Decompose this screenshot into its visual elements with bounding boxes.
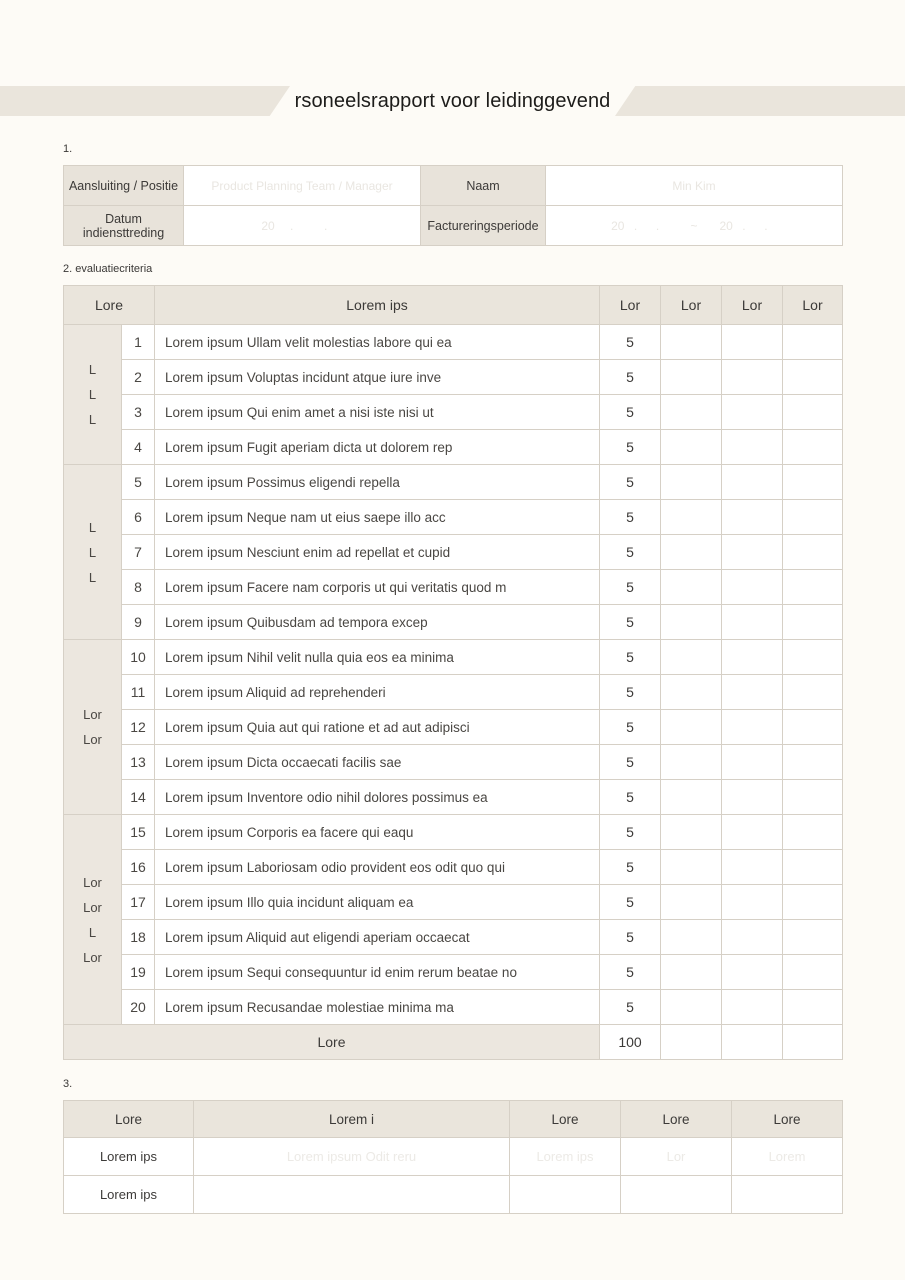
table-row <box>64 815 843 850</box>
table-row <box>64 166 843 206</box>
position-value[interactable]: Product Planning Team / Manager <box>184 166 421 206</box>
criterion-input-3[interactable] <box>722 605 783 640</box>
criterion-input-4[interactable] <box>783 780 843 815</box>
criterion-score: 5 <box>600 325 661 360</box>
criterion-input-3[interactable] <box>722 780 783 815</box>
criterion-text: Lorem ipsum Possimus eligendi repella <box>155 465 600 500</box>
criterion-input-4[interactable] <box>783 955 843 990</box>
criterion-score: 5 <box>600 430 661 465</box>
row-index: 12 <box>122 710 155 745</box>
table-row <box>64 500 843 535</box>
comment-row-value-1[interactable] <box>194 1176 510 1214</box>
criterion-score: 5 <box>600 675 661 710</box>
criterion-input-4[interactable] <box>783 640 843 675</box>
criterion-text: Lorem ipsum Dicta occaecati facilis sae <box>155 745 600 780</box>
category-line: L <box>88 412 97 427</box>
table-row <box>64 206 843 246</box>
comment-row-value-1[interactable]: Lorem ipsum Odit reru <box>194 1138 510 1176</box>
comment-row-label: Lorem ips <box>64 1138 194 1176</box>
table-row <box>64 325 843 360</box>
criterion-input-2[interactable] <box>661 815 722 850</box>
criterion-input-2[interactable] <box>661 675 722 710</box>
criterion-text: Lorem ipsum Aliquid aut eligendi aperiam occaecat <box>155 920 600 955</box>
criterion-input-4[interactable] <box>783 885 843 920</box>
comment-row-value-3[interactable] <box>621 1176 732 1214</box>
row-index: 17 <box>122 885 155 920</box>
criterion-input-3[interactable] <box>722 500 783 535</box>
criterion-score: 5 <box>600 850 661 885</box>
table-row <box>64 745 843 780</box>
criterion-input-4[interactable] <box>783 675 843 710</box>
criterion-text: Lorem ipsum Illo quia incidunt aliquam ea <box>155 885 600 920</box>
criterion-score: 5 <box>600 885 661 920</box>
total-score: 100 <box>600 1025 661 1060</box>
criterion-text: Lorem ipsum Neque nam ut eius saepe illo acc <box>155 500 600 535</box>
category-cell-2 <box>64 465 122 640</box>
table-row <box>64 360 843 395</box>
criterion-score: 5 <box>600 920 661 955</box>
comments-header-1: Lore <box>64 1101 194 1138</box>
criterion-input-4[interactable] <box>783 535 843 570</box>
row-index: 1 <box>122 325 155 360</box>
criterion-score: 5 <box>600 500 661 535</box>
criterion-input-3[interactable] <box>722 990 783 1025</box>
criterion-input-2[interactable] <box>661 920 722 955</box>
table-row <box>64 535 843 570</box>
evaluation-criteria-table <box>63 285 843 1060</box>
table-row <box>64 570 843 605</box>
criterion-input-4[interactable] <box>783 710 843 745</box>
criterion-text: Lorem ipsum Inventore odio nihil dolores possimus ea <box>155 780 600 815</box>
criterion-text: Lorem ipsum Facere nam corporis ut qui veritatis quod m <box>155 570 600 605</box>
row-index: 3 <box>122 395 155 430</box>
category-line: L <box>88 924 97 940</box>
criterion-text: Lorem ipsum Nesciunt enim ad repellat et cupid <box>155 535 600 570</box>
criterion-text: Lorem ipsum Quibusdam ad tempora excep <box>155 605 600 640</box>
row-index: 8 <box>122 570 155 605</box>
criterion-text: Lorem ipsum Laboriosam odio provident eos odit quo qui <box>155 850 600 885</box>
criteria-body <box>64 325 843 1060</box>
row-index: 19 <box>122 955 155 990</box>
criterion-input-4[interactable] <box>783 465 843 500</box>
criterion-input-3[interactable] <box>722 640 783 675</box>
row-index: 18 <box>122 920 155 955</box>
category-line: Lor <box>83 707 102 722</box>
criterion-input-4[interactable] <box>783 395 843 430</box>
criterion-score: 5 <box>600 990 661 1025</box>
row-index: 11 <box>122 675 155 710</box>
category-cell-1 <box>64 325 122 465</box>
category-cell-3 <box>64 640 122 815</box>
criterion-input-4[interactable] <box>783 990 843 1025</box>
criterion-input-3[interactable] <box>722 920 783 955</box>
total-input-4[interactable] <box>783 1025 843 1060</box>
section-1-label: 1. <box>63 143 73 155</box>
criterion-input-2[interactable] <box>661 500 722 535</box>
table-row <box>64 430 843 465</box>
criterion-score: 5 <box>600 360 661 395</box>
criterion-input-2[interactable] <box>661 990 722 1025</box>
criterion-score: 5 <box>600 745 661 780</box>
comment-row-label: Lorem ips <box>64 1176 194 1214</box>
category-line: L <box>88 362 97 377</box>
criterion-input-3[interactable] <box>722 745 783 780</box>
criterion-input-4[interactable] <box>783 605 843 640</box>
hire-date-value[interactable]: 20 . . <box>184 206 421 246</box>
criterion-input-3[interactable] <box>722 675 783 710</box>
table-row <box>64 1176 843 1214</box>
criterion-text: Lorem ipsum Ullam velit molestias labore qui ea <box>155 325 600 360</box>
criterion-input-3[interactable] <box>722 885 783 920</box>
comment-row-value-2[interactable] <box>510 1176 621 1214</box>
row-index: 13 <box>122 745 155 780</box>
table-row <box>64 850 843 885</box>
criterion-score: 5 <box>600 535 661 570</box>
category-line: Lor <box>83 899 102 915</box>
category-line: L <box>88 519 97 535</box>
criterion-input-2[interactable] <box>661 745 722 780</box>
category-line: Lor <box>83 732 102 747</box>
row-index: 10 <box>122 640 155 675</box>
employee-info-table <box>63 165 843 246</box>
criterion-score: 5 <box>600 955 661 990</box>
name-label: Naam <box>421 166 546 206</box>
criterion-score: 5 <box>600 780 661 815</box>
hire-date-year: 20 <box>261 218 275 233</box>
total-label: Lore <box>64 1025 600 1060</box>
criterion-input-4[interactable] <box>783 850 843 885</box>
table-row <box>64 465 843 500</box>
criterion-input-2[interactable] <box>661 605 722 640</box>
criterion-input-2[interactable] <box>661 395 722 430</box>
name-value[interactable]: Min Kim <box>546 166 843 206</box>
billing-period-value[interactable]: 20 . . ~ 20 . . <box>546 206 843 246</box>
header-category: Lore <box>64 286 155 325</box>
criterion-text: Lorem ipsum Aliquid ad reprehenderi <box>155 675 600 710</box>
comment-row-value-3[interactable]: Lor <box>621 1138 732 1176</box>
criterion-input-2[interactable] <box>661 955 722 990</box>
criterion-score: 5 <box>600 570 661 605</box>
criterion-text: Lorem ipsum Fugit aperiam dicta ut dolorem rep <box>155 430 600 465</box>
criterion-text: Lorem ipsum Recusandae molestiae minima ma <box>155 990 600 1025</box>
criterion-input-2[interactable] <box>661 640 722 675</box>
comment-row-value-4[interactable]: Lorem <box>732 1138 843 1176</box>
row-index: 2 <box>122 360 155 395</box>
criterion-input-2[interactable] <box>661 850 722 885</box>
comment-row-value-4[interactable] <box>732 1176 843 1214</box>
criterion-text: Lorem ipsum Voluptas incidunt atque iure inve <box>155 360 600 395</box>
row-index: 14 <box>122 780 155 815</box>
criterion-text: Lorem ipsum Corporis ea facere qui eaqu <box>155 815 600 850</box>
table-row <box>64 675 843 710</box>
total-row <box>64 1025 843 1060</box>
row-index: 4 <box>122 430 155 465</box>
row-index: 7 <box>122 535 155 570</box>
billing-range-arrow: ~ <box>690 218 698 233</box>
criterion-input-2[interactable] <box>661 360 722 395</box>
criterion-score: 5 <box>600 710 661 745</box>
criterion-text: Lorem ipsum Nihil velit nulla quia eos ea minima <box>155 640 600 675</box>
criterion-input-3[interactable] <box>722 535 783 570</box>
category-line: L <box>88 544 97 560</box>
criterion-input-4[interactable] <box>783 745 843 780</box>
document-body <box>63 142 842 1214</box>
table-row <box>64 955 843 990</box>
category-line: Lor <box>83 874 102 890</box>
criterion-input-3[interactable] <box>722 955 783 990</box>
comment-row-value-2[interactable]: Lorem ips <box>510 1138 621 1176</box>
criterion-input-4[interactable] <box>783 815 843 850</box>
row-index: 16 <box>122 850 155 885</box>
category-line: L <box>88 387 97 402</box>
criterion-input-3[interactable] <box>722 850 783 885</box>
row-index: 5 <box>122 465 155 500</box>
criterion-input-3[interactable] <box>722 395 783 430</box>
criterion-input-4[interactable] <box>783 325 843 360</box>
criterion-input-2[interactable] <box>661 570 722 605</box>
comments-header-3: Lore <box>510 1101 621 1138</box>
criterion-input-2[interactable] <box>661 325 722 360</box>
criterion-input-2[interactable] <box>661 885 722 920</box>
header-col-2: Lor <box>661 286 722 325</box>
comments-header-row <box>64 1101 843 1138</box>
table-row <box>64 1138 843 1176</box>
row-index: 20 <box>122 990 155 1025</box>
table-row <box>64 990 843 1025</box>
criterion-score: 5 <box>600 395 661 430</box>
billing-period-label: Factureringsperiode <box>421 206 546 246</box>
row-index: 9 <box>122 605 155 640</box>
criteria-header-row <box>64 286 843 325</box>
category-line: Lor <box>83 949 102 965</box>
header-col-4: Lor <box>783 286 843 325</box>
billing-end-year: 20 <box>719 218 733 233</box>
total-input-3[interactable] <box>722 1025 783 1060</box>
hire-date-label: Datum indiensttreding <box>64 206 184 246</box>
table-row <box>64 920 843 955</box>
criterion-input-3[interactable] <box>722 360 783 395</box>
table-row <box>64 605 843 640</box>
criterion-text: Lorem ipsum Qui enim amet a nisi iste nisi ut <box>155 395 600 430</box>
criterion-input-4[interactable] <box>783 500 843 535</box>
comments-header-5: Lore <box>732 1101 843 1138</box>
category-cell-4 <box>64 815 122 1025</box>
criterion-input-3[interactable] <box>722 430 783 465</box>
row-index: 15 <box>122 815 155 850</box>
section-3-label: 3. <box>63 1078 73 1090</box>
criterion-score: 5 <box>600 640 661 675</box>
comments-header-2: Lorem i <box>194 1101 510 1138</box>
section-2-label: 2. evaluatiecriteria <box>63 263 153 275</box>
category-line: L <box>88 569 97 585</box>
criterion-input-4[interactable] <box>783 360 843 395</box>
criterion-input-2[interactable] <box>661 535 722 570</box>
table-row <box>64 395 843 430</box>
table-row <box>64 710 843 745</box>
header-item: Lorem ips <box>155 286 600 325</box>
criterion-input-4[interactable] <box>783 430 843 465</box>
criterion-input-3[interactable] <box>722 325 783 360</box>
criterion-input-2[interactable] <box>661 465 722 500</box>
title-banner <box>0 86 905 116</box>
criterion-input-3[interactable] <box>722 815 783 850</box>
table-row <box>64 885 843 920</box>
criterion-input-2[interactable] <box>661 430 722 465</box>
position-label: Aansluiting / Positie <box>64 166 184 206</box>
criterion-input-4[interactable] <box>783 570 843 605</box>
page-title: rsoneelsrapport voor leidinggevend <box>294 90 611 112</box>
criterion-input-3[interactable] <box>722 570 783 605</box>
criterion-input-4[interactable] <box>783 920 843 955</box>
comments-table <box>63 1100 843 1214</box>
criterion-score: 5 <box>600 605 661 640</box>
criterion-input-3[interactable] <box>722 710 783 745</box>
total-input-2[interactable] <box>661 1025 722 1060</box>
table-row <box>64 640 843 675</box>
criterion-input-2[interactable] <box>661 780 722 815</box>
billing-start-year: 20 <box>611 218 625 233</box>
header-score: Lor <box>600 286 661 325</box>
criterion-input-2[interactable] <box>661 710 722 745</box>
header-col-3: Lor <box>722 286 783 325</box>
row-index: 6 <box>122 500 155 535</box>
criterion-score: 5 <box>600 465 661 500</box>
criterion-score: 5 <box>600 815 661 850</box>
table-row <box>64 780 843 815</box>
criterion-text: Lorem ipsum Sequi consequuntur id enim rerum beatae no <box>155 955 600 990</box>
criterion-input-3[interactable] <box>722 465 783 500</box>
comments-header-4: Lore <box>621 1101 732 1138</box>
criterion-text: Lorem ipsum Quia aut qui ratione et ad aut adipisci <box>155 710 600 745</box>
